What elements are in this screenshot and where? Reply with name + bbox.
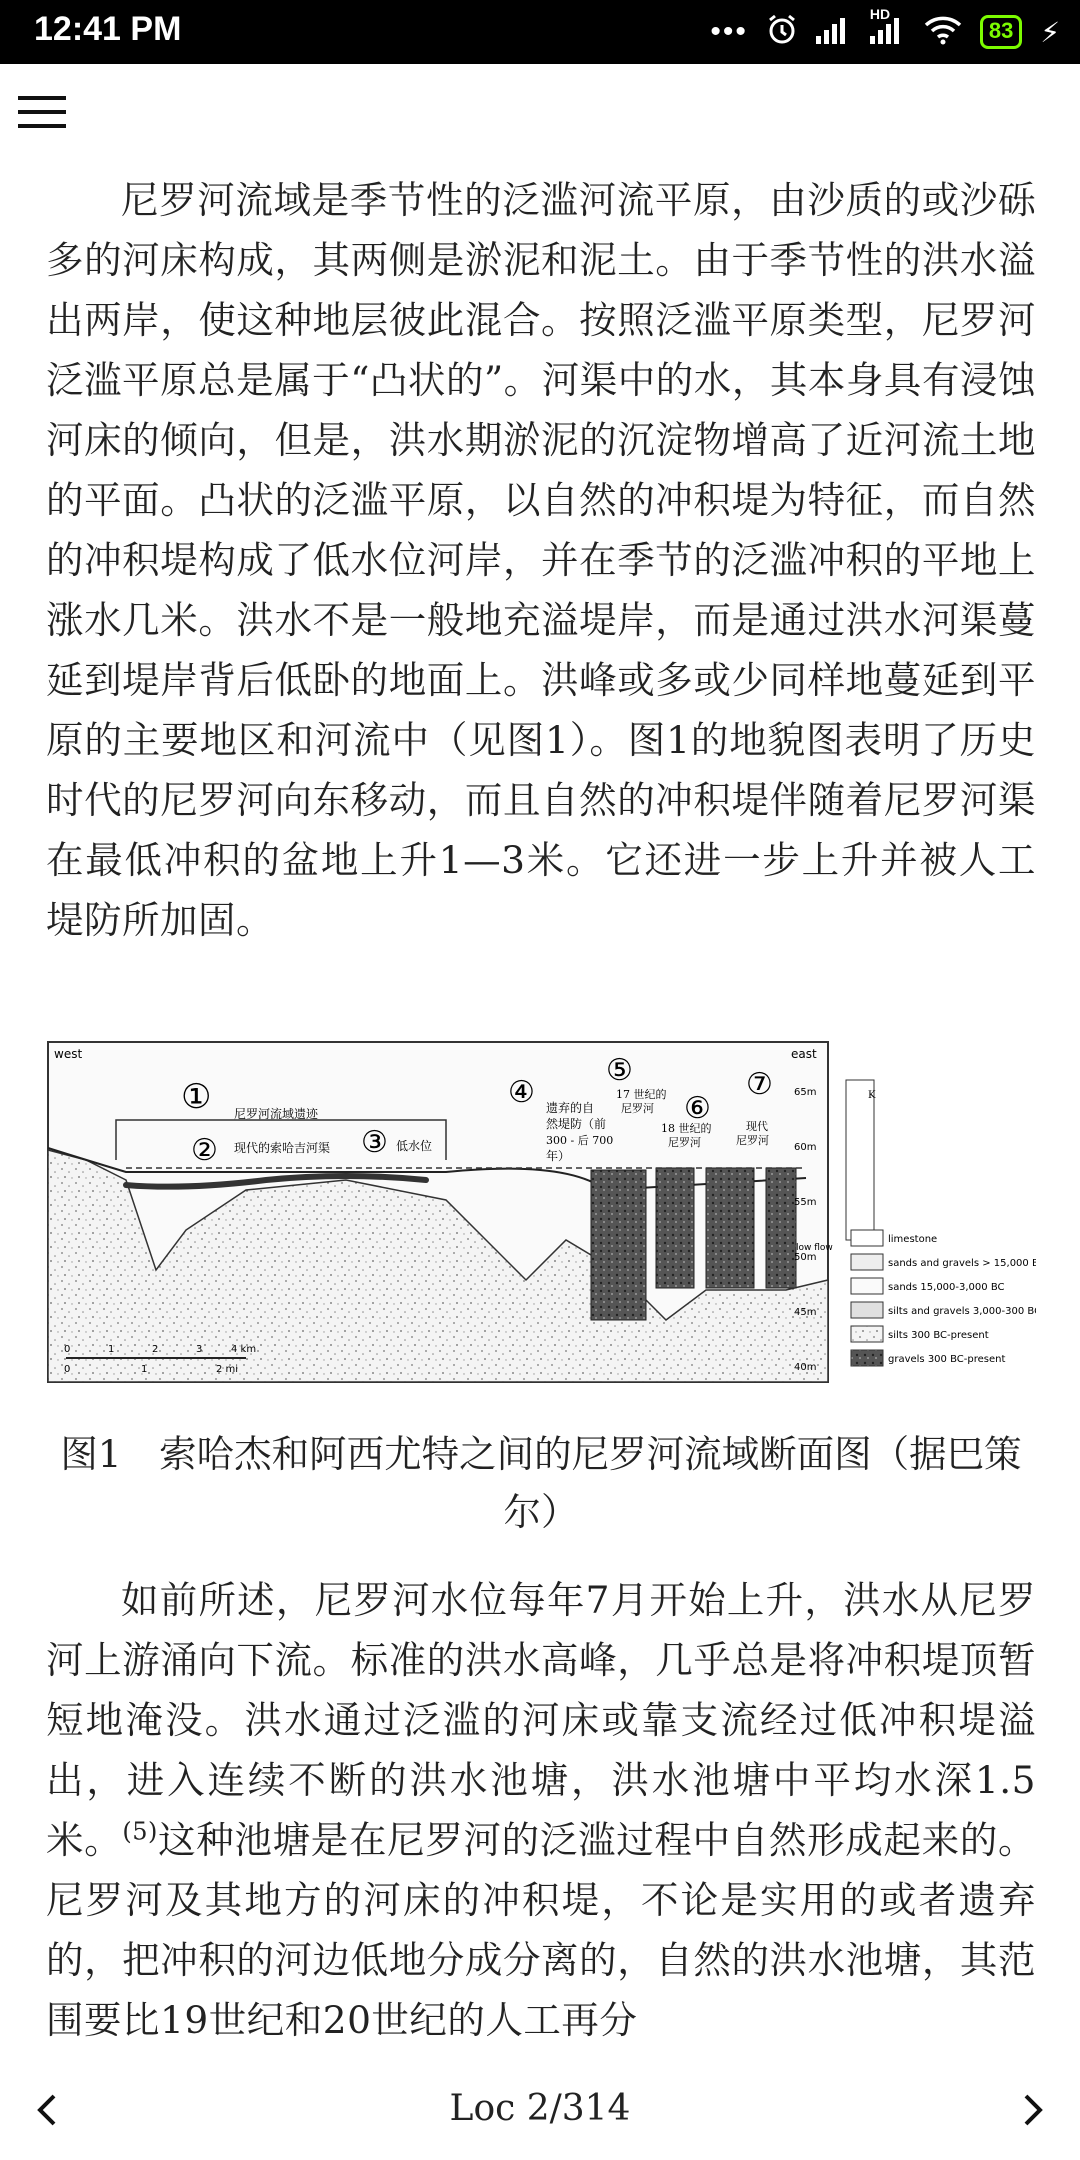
reader-content — [46, 170, 1036, 950]
marker-1: ① — [181, 1077, 212, 1117]
scale-km-3: 3 — [196, 1344, 203, 1355]
label-lowflow: low flow — [796, 1243, 833, 1253]
more-dots-icon: ••• — [710, 15, 748, 48]
status-bar — [0, 0, 1080, 64]
wifi-icon — [924, 15, 962, 50]
legend-sands-gravels: sands and gravels > 15,000 BC — [888, 1258, 1036, 1269]
chevron-right-icon — [1012, 2090, 1052, 2130]
menu-button[interactable] — [18, 92, 70, 134]
marker-4: ④ — [508, 1075, 535, 1110]
network-label: HD — [869, 5, 891, 22]
menu-icon-bar — [18, 110, 66, 114]
label-west: west — [54, 1047, 83, 1061]
paragraph-2-container — [46, 1570, 1036, 2050]
scale-mi-2: 2 mi — [216, 1364, 239, 1375]
battery-icon: 83 — [980, 15, 1022, 49]
marker-2: ② — [191, 1133, 218, 1168]
label-7b: 尼罗河 — [736, 1134, 769, 1147]
figure-1 — [46, 1040, 1036, 1390]
signal-hd-icon — [869, 5, 906, 49]
paragraph-2-part-b: 这种池塘是在尼罗河的泛滥过程中自然形成起来的。尼罗河及其地方的河床的冲积堤，不论是实用的或者遗弃的，把冲积的河边低地分成分离的，自然的洪水池塘，其范围要比19世纪和20世纪的人工再分 — [46, 1818, 1037, 2042]
label-2: 现代的索哈吉河渠 — [234, 1141, 331, 1155]
location-indicator: Loc 2/314 — [449, 2088, 631, 2129]
label-4c: 300 - 后 700 — [546, 1134, 614, 1147]
bottom-nav — [0, 2080, 1080, 2140]
legend — [851, 1230, 1036, 1366]
label-1: 尼罗河流域遗迹 — [234, 1107, 319, 1121]
tick-45: 45m — [794, 1307, 817, 1318]
tick-55: 55m — [794, 1197, 817, 1208]
scale-km-0: 0 — [64, 1344, 71, 1355]
legend-silts: silts 300 BC-present — [888, 1330, 989, 1341]
tick-50: 50m — [794, 1252, 817, 1263]
inset-label: K — [868, 1090, 876, 1101]
scale-mi-0: 0 — [64, 1364, 71, 1375]
paragraph-2 — [46, 1570, 1036, 2050]
scale-mi-1: 1 — [141, 1364, 148, 1375]
footnote-marker[interactable]: (5) — [122, 1817, 158, 1846]
tick-40: 40m — [794, 1362, 817, 1373]
marker-7: ⑦ — [746, 1067, 773, 1102]
menu-icon — [18, 96, 66, 100]
label-5b: 尼罗河 — [621, 1102, 654, 1115]
marker-5: ⑤ — [606, 1053, 633, 1088]
label-6b: 尼罗河 — [668, 1136, 701, 1149]
legend-limestone: limestone — [888, 1234, 938, 1245]
next-page-button[interactable] — [1012, 2090, 1052, 2130]
scale-km-2: 2 — [152, 1344, 159, 1355]
label-4b: 然堤防（前 — [546, 1117, 607, 1131]
scale-km-1: 1 — [108, 1344, 115, 1355]
cross-section-diagram — [46, 1040, 1036, 1390]
label-4d: 年） — [546, 1149, 571, 1163]
charging-icon: ⚡ — [1040, 16, 1060, 48]
marker-6: ⑥ — [684, 1091, 711, 1126]
label-7a: 现代 — [746, 1120, 768, 1133]
label-3: 低水位 — [396, 1139, 433, 1153]
scale-km-4: 4 km — [231, 1344, 257, 1355]
legend-gravels: gravels 300 BC-present — [888, 1354, 1006, 1365]
figure-caption: 图1 索哈杰和阿西尤特之间的尼罗河流域断面图（据巴策尔） — [60, 1432, 1022, 1534]
label-6a: 18 世纪的 — [661, 1122, 712, 1135]
signal-icon — [816, 16, 852, 49]
paragraph-1: 尼罗河流域是季节性的泛滥河流平原，由沙质的或沙砾多的河床构成，其两侧是淤泥和泥土。由于季节性的洪水溢出两岸，使这种地层彼此混合。按照泛滥平原类型，尼罗河泛滥平原总是属于“凸状的”。河渠中的水，其本身具有浸蚀河床的倾向，但是，洪水期淤泥的沉淀物增高了近河流土地的平面。凸状的泛滥平原，以自然的冲积堤为特征，而自然的冲积堤构成了低水位河岸，并在季节的泛滥冲积的平地上涨水几米。洪水不是一般地充溢堤岸，而是通过洪水河渠蔓延到堤岸背后低卧的地面上。洪峰或多或少同样地蔓延到平原的主要地区和河流中（见图1）。图1的地貌图表明了历史时代的尼罗河向东移动，而且自然的冲积堤伴随着尼罗河渠在最低冲积的盆地上升1—3米。它还进一步上升并被人工堤防所加固。 — [46, 178, 1036, 942]
alarm-icon — [766, 14, 798, 51]
label-5a: 17 世纪的 — [616, 1088, 667, 1101]
label-east: east — [791, 1047, 817, 1061]
legend-silts-gravels: silts and gravels 3,000-300 BC — [888, 1306, 1036, 1317]
paragraph-2-part-a: 如前所述，尼罗河水位每年7月开始上升，洪水从尼罗河上游涌向下流。标准的洪水高峰，几乎总是将冲积堤顶暂短地淹没。洪水通过泛滥的河床或靠支流经过低冲积堤溢出，进入连续不断的洪水池塘，洪水池塘中平均水深1.5米。 — [46, 1578, 1036, 1862]
marker-3: ③ — [361, 1125, 388, 1160]
menu-icon-bar — [18, 124, 66, 128]
label-4a: 遗弃的自 — [546, 1101, 595, 1115]
status-icons — [710, 5, 1060, 52]
status-time: 12:41 PM — [34, 10, 182, 48]
legend-sands: sands 15,000-3,000 BC — [888, 1282, 1005, 1293]
tick-60: 60m — [794, 1142, 817, 1153]
tick-65: 65m — [794, 1087, 817, 1098]
